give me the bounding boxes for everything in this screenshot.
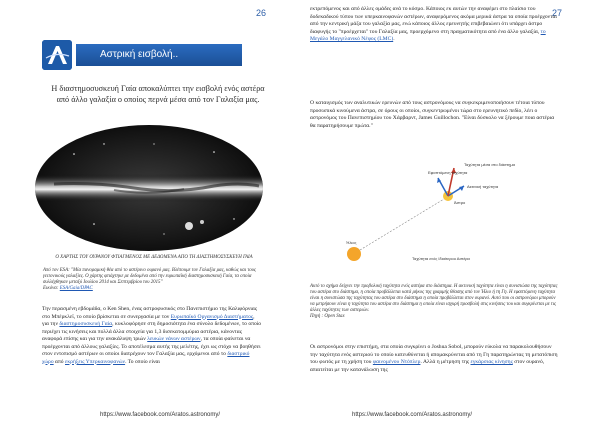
doppler-link[interactable]: φαινομένου Ντόπλερ bbox=[372, 359, 421, 365]
article-body-right-1 bbox=[310, 6, 563, 44]
sun-icon bbox=[347, 247, 361, 261]
tangential-label: Εφαπτόμενη ταχύτητα bbox=[428, 170, 468, 175]
sun-label: Ήλιος bbox=[346, 240, 357, 245]
body-text: εκτρεπόμενος και από άλλες ομάδες ανά το κόσμο. Κάποιος εκ αυτών την αναφέρει στο πλαίσιο του δοδεκαδικού τύπου των υπερκαινοφανών αστέρων, αναφερόμενος ακόμα μερικά άστρα τα οποία προέρχονται από την κεντρική μάζα του γαλαξία μας, ενώ κάποιος άλλος ερευνητής επιβεβαιώνει ότι υπάρχει άστρο διαφυγής το "προέρχεται" του Γαλαξία μας, προερχόμενο στη πραγματικότητα από ένα άλλο γαλαξία, bbox=[310, 6, 557, 35]
lmc-link[interactable]: το Μεγάλο Μαγγελανικό Νέφος (LMC) bbox=[310, 28, 546, 42]
page-number-right: 27 bbox=[552, 8, 563, 18]
article-body-right-2: Ο καταιγισμός των αναλυτικών ερευνών από τους αστρονόμους να συγκεκριμενοποιήσουν τέτοια τύπου προσωπικά κινούμενα άστρα, σε όρους οι οποίοι, συγκεντρωμένοι τώρα στο ερευνητικό πεδίο, λέει ο αστρονόμος του Πανεπιστημίου του Χάρβαρντ, James Guillochon. "Είναι δύσκολο να ξέρουμε ποια αστέρια θα παρατηρήσουμε πρώτα." bbox=[310, 100, 555, 129]
body-text: , για την bbox=[42, 313, 255, 327]
figure-title: Ταχύτητα ενός Ιδιαίτερου Αστέρα bbox=[412, 256, 470, 261]
figure-credit-label: Εικόνα: bbox=[43, 286, 59, 291]
figure-caption-title: Ο ΧΑΡΤΗΣ ΤΟΥ ΟΥΡΑΝΟΥ ΦΤΙΑΓΜΕΝΟΣ ΜΕ ΔΕΔΟΜΕΝΑ ΑΠΟ ΤΗ ΔΙΑΣΤΗΜΟΣΥΣΚΕΥΗ ΓΑΙΑ bbox=[55, 255, 253, 260]
aratos-logo-icon bbox=[42, 40, 72, 70]
gaia-link[interactable]: διαστημοσυσκευή Γαία bbox=[59, 321, 113, 327]
figure-caption-text: Από τον ESA: "Μία πανοραμική θέα από το αστέρινο ουρανό μας. Βλέπουμε τον Γαλαξία μας, καθώς και τους γειτονικούς γαλαξίες. Ο χάρτης φτιάχτηκε με δεδομένα από την ευρωπαϊκή διαστημοσυσκευή Γαία, τα οποία συλλέχθηκαν μεταξύ Ιουλίου 2014 και Σεπτεμβρίου του 2015" bbox=[43, 268, 256, 285]
body-text: Την περασμένη εβδομάδα, ο Ken Shen, ένας αστροφυσικός στο Πανεπιστήμιο της Καλιφόρνιας στο Μπέρκλεϊ, το οποίο βρίσκεται σε συνεργασία με τον bbox=[42, 306, 258, 320]
body-text: στον ουρανό, απαιτείται με την κατανάλωση της bbox=[310, 359, 545, 373]
article-body-right-3 bbox=[310, 344, 560, 374]
footer-facebook-link[interactable]: https://www.facebook.com/Aratos.astronomy/ bbox=[100, 412, 221, 418]
body-text: Οι αστρονόμοι στην επιστήμη, στα οποία συγκρίνει ο Joshua Sobol, μπορούν εύκολα να παρακολουθήσουν την ταχύτητα ενός αστεριού το οποίο κατευθύνεται ή απομακρύνεται από τη Γη παρατηρώντας τη μετατόπιση του φωτός με τη χρήση του bbox=[310, 344, 558, 365]
caption-credit: Πηγή : Open Stax bbox=[310, 314, 345, 319]
figure-caption bbox=[43, 268, 258, 292]
figure-credit-link[interactable]: ESA/Gaia/DPAC bbox=[59, 286, 93, 291]
space-velocity-label: Ταχύτητα μέσα στο διάστημα bbox=[464, 162, 515, 167]
supernova-link[interactable]: εκρήξεις Υπερκαινοφανών bbox=[65, 358, 126, 365]
body-text: , κυκλοφόρησε στη δημοσιότητα ένα σύνολο δεδομένων, το οποίο περιέχει τις κινήσεις και πολλά άλλα στοιχεία για 1,3 δισεκατομμύρια αστέρια, κάνοντας αναφορά επίσης και για την ανακάλυψη τριών bbox=[42, 321, 262, 342]
star-label: Άστρο bbox=[454, 200, 466, 205]
article-body-left bbox=[42, 306, 262, 366]
article-title: Αστρική εισβολή.. bbox=[76, 44, 242, 66]
footer-facebook-link[interactable]: https://www.facebook.com/Aratos.astronomy/ bbox=[352, 412, 473, 418]
body-text: . Αλλά η μέτρηση της bbox=[420, 359, 471, 365]
article-subtitle: Η διαστημοσυσκευή Γαία αποκαλύπτει την εισβολή ενός αστέρα από άλλο γαλαξία ο οποίος περνά μέσα από τον Γαλαξία μας. bbox=[51, 84, 265, 104]
interstellar-space-link[interactable]: διαστρικό χώρο bbox=[42, 351, 250, 365]
right-page bbox=[300, 0, 600, 424]
body-text: . Το οποίο είναι bbox=[125, 358, 160, 365]
article-header bbox=[42, 40, 242, 70]
velocity-diagram-caption bbox=[310, 284, 560, 320]
gaia-sky-map-image bbox=[34, 124, 264, 252]
velocity-diagram bbox=[340, 158, 515, 270]
body-text: από bbox=[53, 358, 65, 365]
caption-text: Αυτό το σχήμα δείχνει την προβολική ταχύτητα ενός αστέρα στο διάστημα. Η ακτινική ταχύτητα είναι η συνιστώσα της ταχύτητας του αστέρα στο διάστημα, η οποία προβάλλεται κατά μήκος της γραμμής θέασης από τον Ήλιο ή τη Γη. Η εφαπτόμενη ταχύτητα είναι η συνιστώσα της ταχύτητας του αστέρα στο διάστημα η οποία προβάλλεται στον ουρανό. Αυτό που οι αστρονόμοι μπορούν να μετρήσουν είναι η ταχύτητα του αστέρα στο διάστημα η οποία είναι ισχυρή προσβολή στις κινήσεις του και συγκρίνεται με τις άλλες ταχύτητες των αστεριών. bbox=[310, 284, 558, 313]
body-text: . bbox=[393, 36, 395, 42]
white-dwarfs-link[interactable]: λευκών νάνων αστέρων bbox=[147, 336, 201, 342]
radial-label: Ακτινική ταχύτητα bbox=[467, 184, 499, 189]
body-text: , τα οποία φαίνεται να προέρχονται από άλλους γαλαξίες. Το αποτέλεσμα αυτής της μελέτης, έχει ως στόχο να βοηθήσει στον εντοπισμό αστέρων οι οποίοι διατρέχουν τον Γαλαξία μας, ερχόμενοι από το bbox=[42, 336, 261, 357]
esa-link[interactable]: Ευρωπαϊκό Οργανισμό Διαστήματος bbox=[170, 313, 254, 320]
page-number-left: 26 bbox=[256, 8, 267, 18]
transverse-motion-link[interactable]: εγκάρσιας κίνησης bbox=[470, 359, 513, 365]
